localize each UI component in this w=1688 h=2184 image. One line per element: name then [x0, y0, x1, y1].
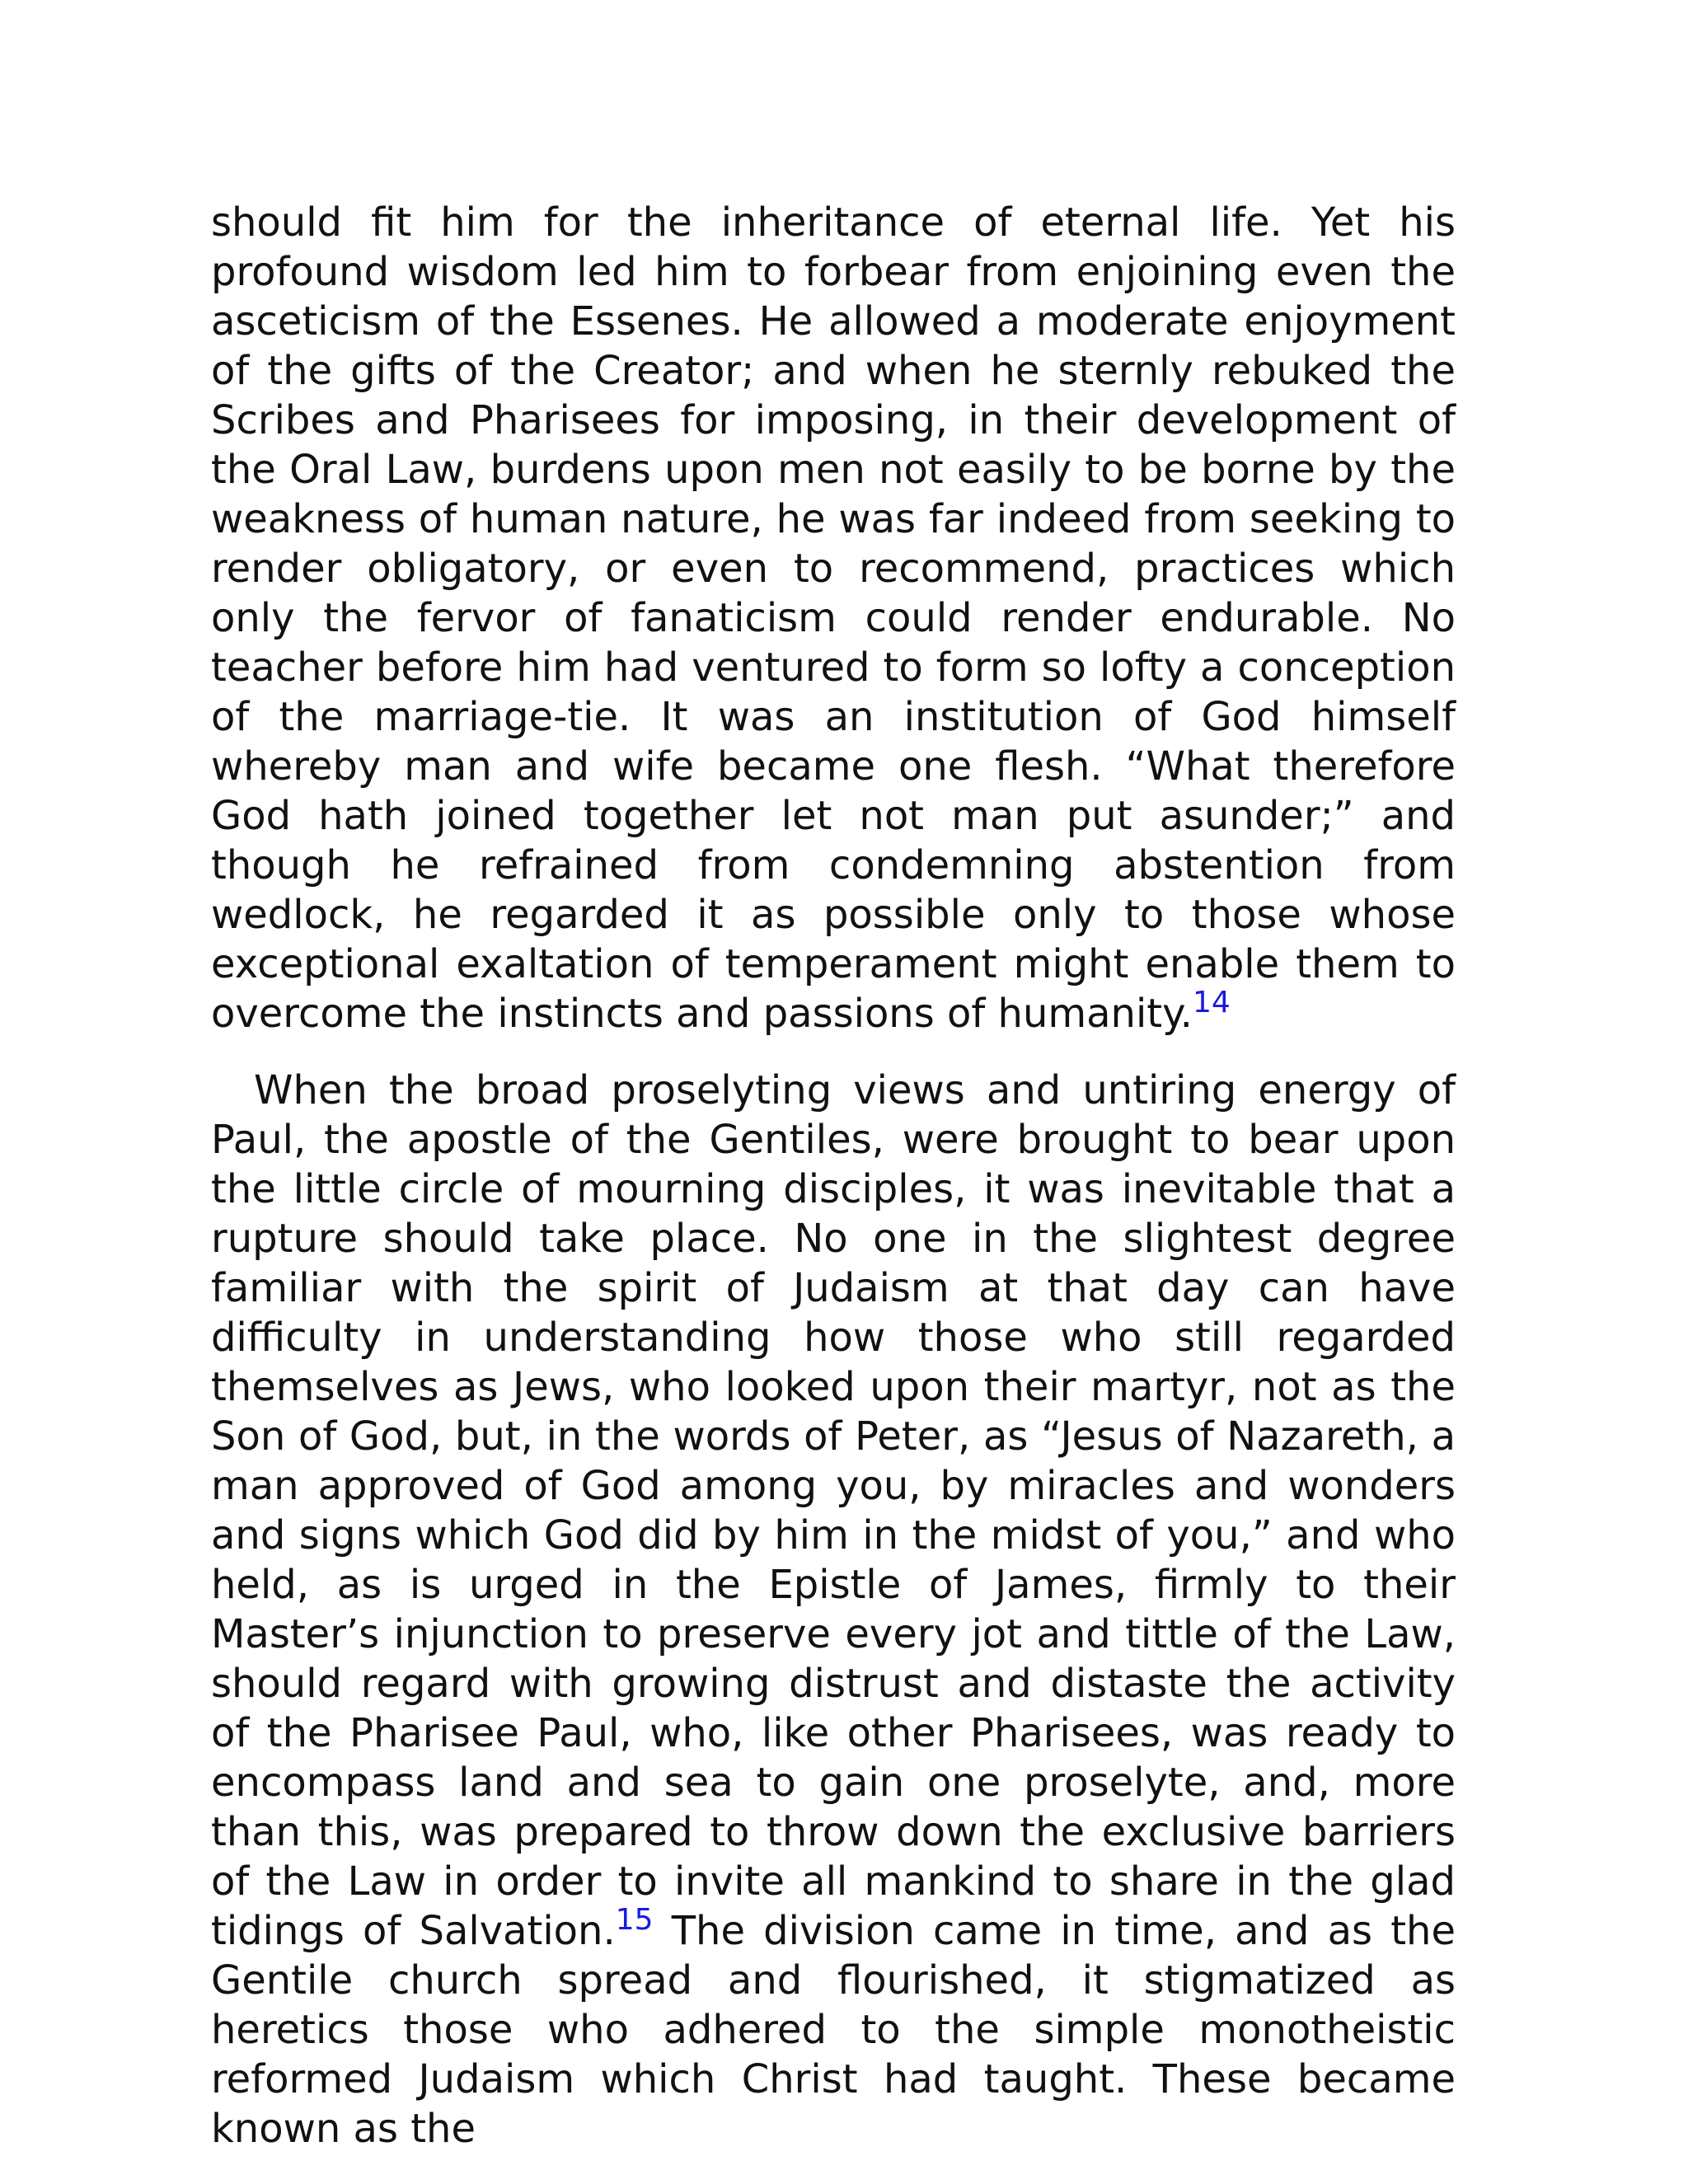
- paragraph-1-text: should fit him for the inheritance of eternal life. Yet his profound wisdom led him to forbear from enjoining even the asceticism of the Essenes. He allowed a moderate enjoyment of the gifts of the Creator; and when he sternly rebuked the Scribes and Pharisees for imposing, in their development of the Oral Law, burdens upon men not easily to be borne by the weakness of human nature, he was far indeed from seeking to render obligatory, or even to recommend, practices which only the fervor of fanaticism could render endurable. No teacher before him had ventured to form so lofty a conception of the marriage-tie. It was an institution of God himself whereby man and wife became one flesh. “What therefore God hath joined together let not man put asunder;” and though he refrained from condemning abstention from wedlock, he regarded it as possible only to those whose exceptional exaltation of temperament might enable them to overcome the instincts and passions of humanity.: [211, 199, 1456, 1037]
- footnote-ref-15[interactable]: 15: [615, 1903, 654, 1937]
- page-body: [211, 198, 1456, 2154]
- paragraph-2: [211, 1066, 1456, 2154]
- footnote-ref-14[interactable]: 14: [1192, 986, 1231, 1019]
- paragraph-2-text-part-2: The division came in time, and as the Gentile church spread and flourished, it stigmatized as heretics those who adhered to the simple monotheistic reformed Judaism which Christ had taught. These became known as the: [211, 1908, 1456, 2152]
- paragraph-2-text-part-1: When the broad proselyting views and untiring energy of Paul, the apostle of the Gentiles, were brought to bear upon the little circle of mourning disciples, it was inevitable that a rupture should take place. No one in the slightest degree familiar with the spirit of Judaism at that day can have difficulty in understanding how those who still regarded themselves as Jews, who looked upon their martyr, not as the Son of God, but, in the words of Peter, as “Jesus of Nazareth, a man approved of God among you, by miracles and wonders and signs which God did by him in the midst of you,” and who held, as is urged in the Epistle of James, firmly to their Master’s injunction to preserve every jot and tittle of the Law, should regard with growing distrust and distaste the activity of the Pharisee Paul, who, like other Pharisees, was ready to encompass land and sea to gain one proselyte, and, more than this, was prepared to throw down the exclusive barriers of the Law in order to invite all mankind to share in the glad tidings of Salvation.: [211, 1067, 1456, 1954]
- paragraph-1: [211, 198, 1456, 1038]
